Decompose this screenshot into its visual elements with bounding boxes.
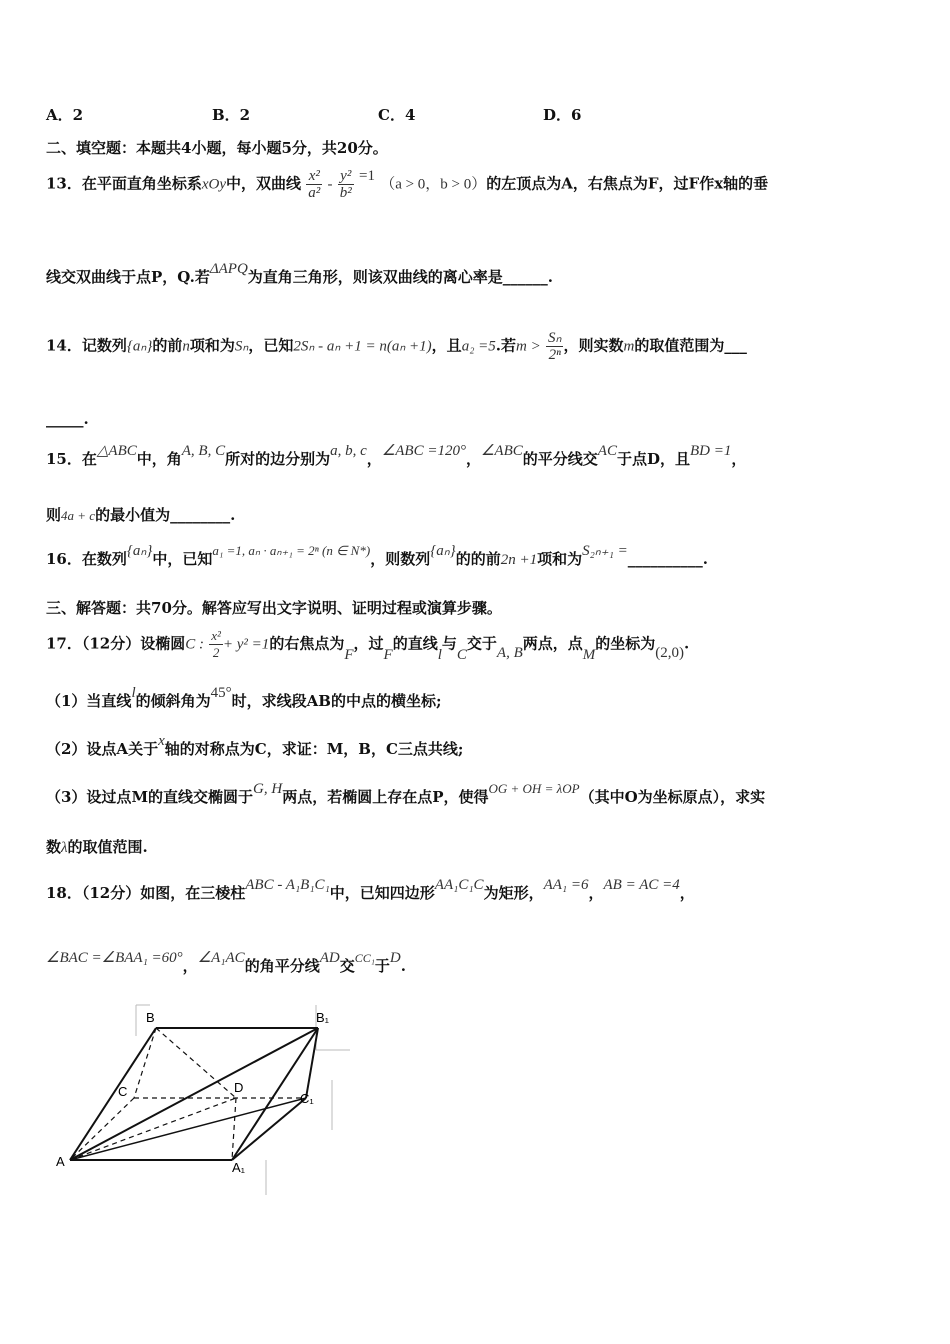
question-13-line-1: 13．在平面直角坐标系xOy中，双曲线 $\frac{\text{x²}}{\text{a²}}$ - $\frac{\text{y²}}{\text{b²}}$ =1 （a > 0，b > 0）的左顶点为A，右焦点为F，过F作x轴的垂 — [46, 167, 769, 201]
label-d: D — [234, 1080, 244, 1095]
edge-b1-a — [70, 1028, 318, 1160]
option-a: A．2 — [46, 106, 84, 124]
label-c: C — [118, 1084, 128, 1099]
label-c1: C₁ — [300, 1091, 314, 1106]
label-a1: A₁ — [232, 1160, 246, 1175]
edge-c-a — [70, 1098, 134, 1160]
edge-b-c — [134, 1028, 156, 1098]
edge-a-d — [70, 1098, 236, 1160]
question-14-line-2: _____. — [46, 410, 89, 428]
option-b: B．2 — [212, 106, 251, 124]
question-18-line-2: ∠BAC =∠BAA₁ =60°，∠A₁AC的角平分线AD交$^{CC_1}$于D. — [46, 950, 406, 975]
question-16-line: 16．在数列{aₙ}中，已知a₁ =1, aₙ · aₙ₊₁ = 2ⁿ (n ∈ N*)，则数列{aₙ}的的前2n +1项和为S₂ₙ₊₁ =__________. — [46, 543, 709, 568]
question-15-line-2: 则4a + c的最小值为________. — [46, 506, 236, 524]
question-17-part-2: （2）设点A关于x轴的对称点为C，求证：M，B，C三点共线; — [46, 733, 464, 758]
edge-b-d — [156, 1028, 236, 1098]
question-17-part-3-line-2: 数λ的取值范围. — [46, 838, 148, 856]
prism-figure — [50, 1000, 360, 1200]
question-18-line-1: 18．（12分）如图，在三棱柱ABC - A₁B₁C₁中，已知四边形AA₁C₁C为矩形，AA₁ =6，AB = AC =4， — [46, 877, 695, 902]
option-c: C．4 — [378, 106, 416, 124]
question-17-line-1: 17．（12分）设椭圆C : $\frac{\text{x²}}{2}$ + y² =1的右焦点为F，过F的直线l与C交于A, B两点，点M的坐标为(2,0). — [46, 628, 690, 663]
section-2-heading: 二、填空题：本题共4小题，每小题5分，共20分。 — [46, 139, 388, 157]
question-13-line-2: 线交双曲线于点P，Q.若ΔAPQ为直角三角形，则该双曲线的离心率是______. — [46, 261, 554, 286]
label-b1: B₁ — [316, 1010, 330, 1025]
question-17-part-3-line-1: （3）设过点M的直线交椭圆于G, H两点，若椭圆上存在点P，使得OG + OH = λOP（其中O为坐标原点），求实 — [46, 781, 766, 806]
label-a: A — [56, 1154, 65, 1169]
question-17-part-1: （1）当直线l的倾斜角为45°时，求线段AB的中点的横坐标; — [46, 685, 442, 710]
option-d: D．6 — [543, 106, 582, 124]
question-15-line-1: 15．在△ABC中，角A, B, C所对的边分别为a, b, c，∠ABC =120°，∠ABC的平分线交AC于点D，且BD =1， — [46, 443, 747, 468]
edge-d-a1 — [232, 1098, 236, 1160]
label-b: B — [146, 1010, 155, 1025]
question-14-line-1: 14．记数列{aₙ}的前n项和为Sₙ，已知2Sₙ - aₙ +1 = n(aₙ +1)，且a₂ =5.若m > $\frac{\text{Sₙ}}{\text{2ⁿ}}$ ，则实数m的取值范围为___ — [46, 330, 747, 363]
section-3-heading: 三、解答题：共70分。解答应写出文字说明、证明过程或演算步骤。 — [46, 599, 502, 617]
